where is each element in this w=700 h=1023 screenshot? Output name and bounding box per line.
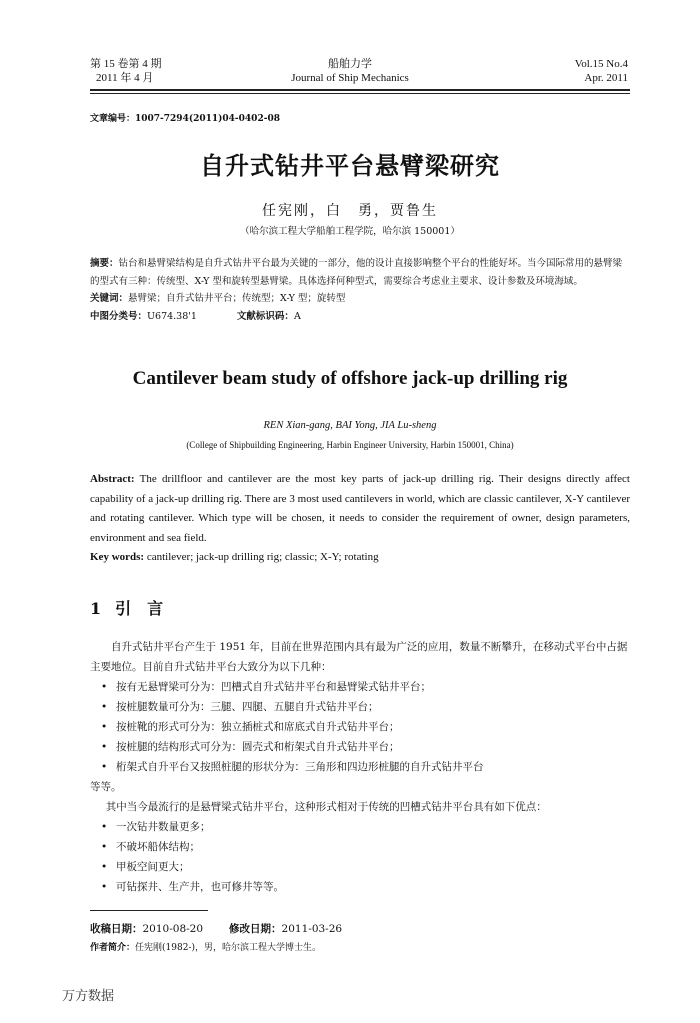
doc-code-label: 文献标识码： <box>236 310 294 322</box>
keywords-en <box>90 548 630 568</box>
issue-date-text: 2011 年 4 月 <box>96 72 154 84</box>
dates-line <box>90 920 342 938</box>
abstract-en-label: Abstract: <box>90 473 135 485</box>
revised-label: 修改日期： <box>229 923 282 935</box>
watermark: 万方数据 <box>62 989 115 1004</box>
list-item: • 按有无悬臂梁可分为：凹槽式自升式钻井平台和悬臂梁式钻井平台； <box>90 677 630 697</box>
footnote-rule <box>90 910 208 911</box>
list-item: • 可钻探井、生产井，也可修井等等。 <box>90 877 630 897</box>
affiliation-en: (College of Shipbuilding Engineering, Harbin Engineer University, Harbin 150001, China) <box>186 440 514 450</box>
journal-vol-no <box>575 57 628 85</box>
authors-cn: 任宪刚，白 勇，贾鲁生 <box>262 203 438 219</box>
classification-line <box>90 308 630 326</box>
volume-issue-text: 第 15 卷第 4 期 <box>90 58 162 70</box>
abstract-en-block <box>90 470 630 568</box>
abstract-cn-text: 钻台和悬臂梁结构是自升式钻井平台最为关键的一部分，他的设计直接影响整个平台的性能好坏。当今国际常用的悬臂梁的型式有三种：传统型、X-Y 型和旋转型悬臂梁。具体选择何种型式，需要综合考虑业主要求、设计参数及环境海域。 <box>90 258 623 287</box>
keywords-cn <box>90 290 630 308</box>
affiliation-cn: （哈尔滨工程大学船舶工程学院，哈尔滨 150001） <box>240 226 460 237</box>
authors-en: REN Xian-gang, BAI Yong, JIA Lu-sheng <box>263 420 437 431</box>
bio-label: 作者简介： <box>90 943 136 953</box>
list-item: • 按桩腿数量可分为：三腿、四腿、五腿自升式钻井平台； <box>90 697 630 717</box>
revised-date: 2011-03-26 <box>281 923 343 935</box>
footnote <box>90 920 342 957</box>
abstract-cn-block <box>90 255 630 325</box>
keywords-en-label: Key words: <box>90 551 145 563</box>
list-item: • 桁架式自升平台又按照桩腿的形状分为：三角形和四边形桩腿的自升式钻井平台 <box>90 757 630 777</box>
author-bio-line <box>90 938 342 957</box>
header-rule-top <box>90 89 630 91</box>
paper-title-cn: 自升式钻井平台悬臂梁研究 <box>200 151 500 180</box>
clc-value: U674.38'1 <box>147 310 197 322</box>
intro-paragraph: 自升式钻井平台产生于 1951 年，目前在世界范围内具有最为广泛的应用，数量不断攀升，在移动式平台中占据主要地位。目前自升式钻井平台大致分为以下几种： <box>90 641 628 673</box>
abstract-cn <box>90 255 630 290</box>
abstract-en <box>90 470 630 548</box>
list-item: • 不破坏船体结构； <box>90 837 630 857</box>
abstract-en-text: The drillfloor and cantilever are the most key parts of jack-up drilling rig. Their designs directly affect capability of a jack-up drilling rig. There are 3 most used cantilevers in world, which are classic cantilever, X-Y cantilever and rotating cantilever. Which type will be chosen, it needs to consider the requirement of owner, design parameters, environment and sea field. <box>90 473 630 544</box>
vol-no-text: Vol.15 No.4 <box>574 58 628 70</box>
article-number: 文章编号：1007-7294(2011)04-0402-08 <box>90 114 280 124</box>
list-item: • 按桩靴的形式可分为：独立插桩式和席底式自升式钻井平台； <box>90 717 630 737</box>
section-title: 引 言 <box>115 599 164 618</box>
keywords-en-text: cantilever; jack-up drilling rig; classic; X-Y; rotating <box>146 551 379 563</box>
bio-text: 任宪刚(1982-)，男，哈尔滨工程大学博士生。 <box>135 943 321 953</box>
paper-title-en: Cantilever beam study of offshore jack-up drilling rig <box>132 368 568 389</box>
list-item: • 按桩腿的结构形式可分为：圆壳式和桁架式自升式钻井平台； <box>90 737 630 757</box>
received-label: 收稿日期： <box>90 923 143 935</box>
section-number: 1 <box>90 599 102 618</box>
keywords-cn-text: 悬臂梁；自升式钻井平台；传统型；X-Y 型；旋转型 <box>128 293 346 304</box>
journal-name-cn: 船舶力学 <box>328 58 372 70</box>
journal-name-en: Journal of Ship Mechanics <box>291 72 409 84</box>
list-continuation: 等等。 <box>90 781 122 793</box>
header-rule-bottom <box>90 93 630 94</box>
vol-date-text: Apr. 2011 <box>584 72 628 84</box>
advantages-paragraph: 其中当今最流行的是悬臂梁式钻井平台，这种形式相对于传统的凹槽式钻井平台具有如下优点： <box>105 801 547 813</box>
abstract-cn-label: 摘要： <box>90 258 119 269</box>
keywords-cn-label: 关键词： <box>90 293 129 304</box>
clc-label: 中图分类号： <box>90 310 148 322</box>
section-heading <box>90 596 163 619</box>
list-item: • 一次钻井数量更多； <box>90 817 630 837</box>
received-date: 2010-08-20 <box>142 923 204 935</box>
section-body <box>90 637 630 897</box>
doc-code-value: A <box>293 310 301 322</box>
list-item: • 甲板空间更大； <box>90 857 630 877</box>
